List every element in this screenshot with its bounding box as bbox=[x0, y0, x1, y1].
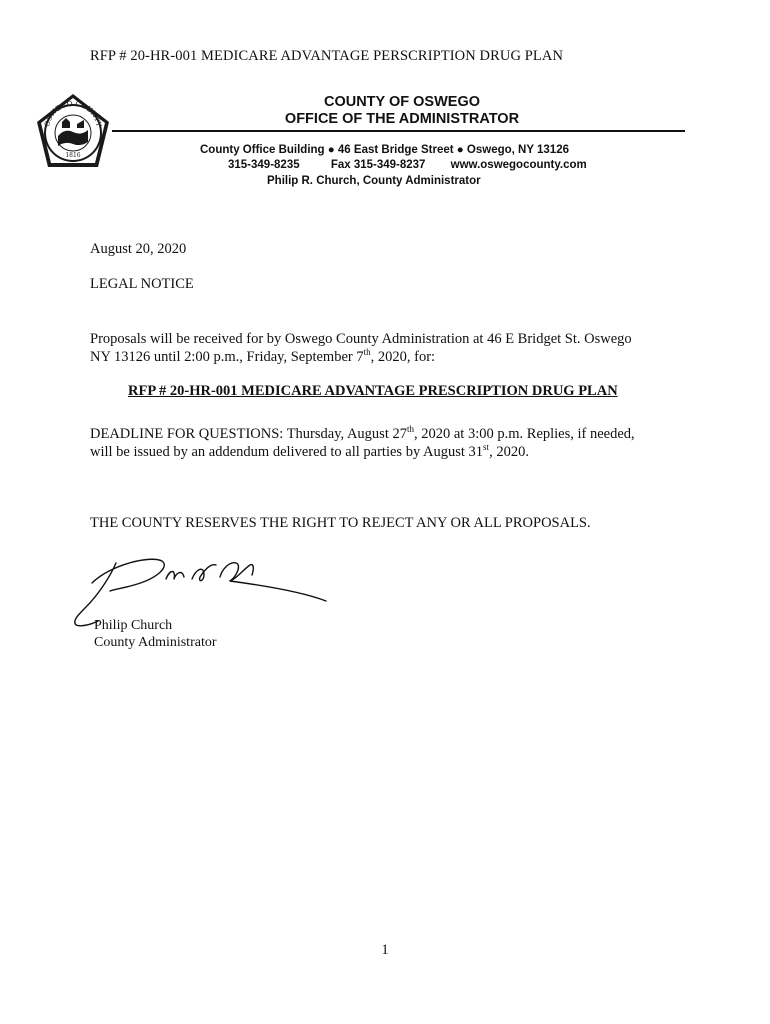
deadline-text: , 2020 at 3:00 p.m. Replies, if needed, bbox=[414, 426, 635, 442]
proposal-text: NY 13126 until 2:00 p.m., Friday, September 7 bbox=[90, 349, 364, 365]
letterhead-rule bbox=[112, 130, 685, 132]
letterhead-county: COUNTY OF OSWEGO bbox=[323, 94, 481, 110]
deadline-text: will be issued by an addendum delivered to all parties by August 31 bbox=[90, 444, 484, 460]
deadline-paragraph-line-2 bbox=[90, 443, 529, 461]
signer-name: Philip Church bbox=[94, 618, 173, 633]
seal-year: 1816 bbox=[65, 152, 81, 159]
letterhead-address: County Office Building ● 46 East Bridge Street ● Oswego, NY 13126 bbox=[200, 144, 569, 156]
ordinal-suffix: th bbox=[363, 347, 371, 357]
ordinal-suffix: st bbox=[483, 442, 490, 452]
proposal-text: , 2020, for: bbox=[370, 349, 436, 365]
letterhead-website: www.oswegocounty.com bbox=[450, 159, 587, 171]
proposal-paragraph-line-2 bbox=[90, 348, 435, 366]
letterhead-fax: Fax 315-349-8237 bbox=[330, 159, 426, 171]
letterhead-office: OFFICE OF THE ADMINISTRATOR bbox=[284, 111, 520, 127]
deadline-text: DEADLINE FOR QUESTIONS: Thursday, August 27 bbox=[90, 426, 407, 442]
letter-date: August 20, 2020 bbox=[90, 241, 187, 257]
proposal-paragraph-line-1: Proposals will be received for by Oswego County Administration at 46 E Bridget St. Oswego bbox=[90, 331, 632, 347]
signer-title: County Administrator bbox=[94, 635, 217, 650]
reservation-statement: THE COUNTY RESERVES THE RIGHT TO REJECT ANY OR ALL PROPOSALS. bbox=[90, 515, 591, 531]
letterhead-phone: 315-349-8235 bbox=[228, 159, 300, 171]
page-number: 1 bbox=[381, 942, 389, 958]
running-header: RFP # 20-HR-001 MEDICARE ADVANTAGE PERSCRIPTION DRUG PLAN bbox=[90, 48, 564, 64]
rfp-title: RFP # 20-HR-001 MEDICARE ADVANTAGE PRESCRIPTION DRUG PLAN bbox=[128, 383, 618, 399]
deadline-text: , 2020. bbox=[489, 444, 529, 460]
letterhead-administrator: Philip R. Church, County Administrator bbox=[267, 175, 481, 187]
deadline-paragraph-line-1 bbox=[90, 425, 635, 443]
letterhead-contact bbox=[228, 159, 587, 171]
ordinal-suffix: th bbox=[406, 424, 414, 434]
county-seal-logo bbox=[32, 92, 114, 174]
seal-ring-text: OSWEGO COUNTY bbox=[43, 99, 103, 128]
legal-notice-heading: LEGAL NOTICE bbox=[90, 276, 194, 292]
